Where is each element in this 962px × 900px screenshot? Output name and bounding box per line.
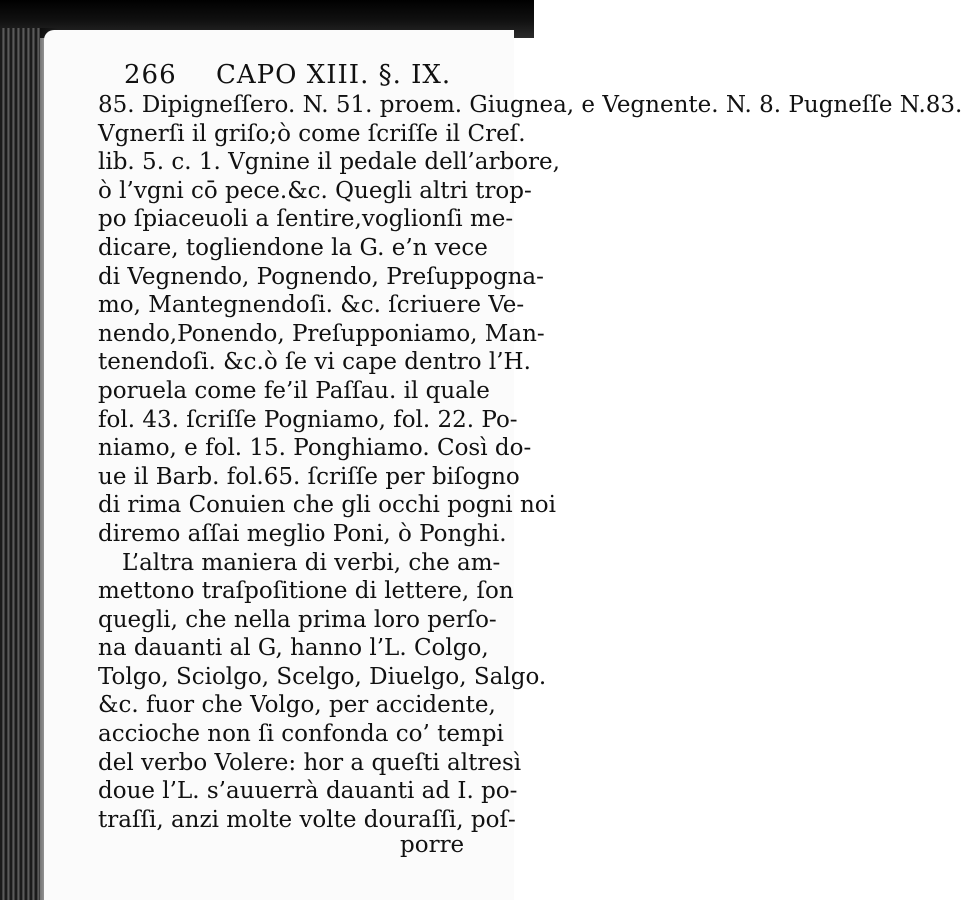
chapter-title: CAPO XIII. §. IX.: [216, 60, 452, 90]
text-line: doue l’L. s’auuerrà dauanti ad I. po-: [98, 778, 518, 805]
text-line: accioche non ſi confonda co’ tempi: [98, 721, 504, 748]
text-line: mo, Mantegnendoſi. &c. ſcriuere Ve-: [98, 292, 525, 319]
text-line: di Vegnendo, Pognendo, Preſuppogna-: [98, 263, 544, 290]
text-line: quegli, che nella prima loro perſo-: [98, 606, 497, 633]
text-line: niamo, e fol. 15. Ponghiamo. Così do-: [98, 435, 532, 462]
text-line: po ſpiaceuoli a ſentire,voglionſi me-: [98, 206, 514, 233]
text-line: L’altra maniera di verbi, che am-: [122, 549, 501, 576]
text-line: Vgnerſi il griſo;ò come ſcriſſe il Creſ.: [98, 120, 526, 147]
text-line: mettono traſpoſitione di lettere, ſon: [98, 578, 514, 605]
text-line: diremo aſſai meglio Poni, ò Ponghi.: [98, 520, 507, 547]
text-line: traſſi, anzi molte volte douraſſi, poſ-: [98, 806, 516, 833]
text-line: &c. fuor che Volgo, per accidente,: [98, 692, 496, 719]
text-line: 85. Dipigneſſero. N. 51. proem. Giugnea, e Vegnente. N. 8. Pugneſſe N.83.: [98, 92, 962, 118]
text-line: ue il Barb. fol.65. ſcriſſe per biſogno: [98, 463, 520, 490]
text-line: lib. 5. c. 1. Vgnine il pedale dell’arbore,: [98, 149, 560, 176]
catchword: porre: [400, 832, 465, 858]
text-line: Tolgo, Sciolgo, Scelgo, Diuelgo, Salgo.: [98, 663, 547, 690]
text-line: tenendoſi. &c.ò ſe vi cape dentro l’H.: [98, 349, 531, 376]
text-line: nendo,Ponendo, Preſupponiamo, Man-: [98, 320, 545, 347]
body-text: [98, 91, 962, 834]
text-line: fol. 43. ſcriſſe Pogniamo, fol. 22. Po-: [98, 406, 518, 433]
text-line: di rima Conuien che gli occhi pogni noi: [98, 492, 556, 519]
text-line: ò l’vgni cō pece.&c. Quegli altri trop-: [98, 177, 532, 204]
text-line: na dauanti al G, hanno l’L. Colgo,: [98, 635, 489, 662]
text-line: del verbo Volere: hor a queſti altresì: [98, 749, 522, 776]
text-line: poruela come fe’il Paſſau. il quale: [98, 377, 490, 404]
book-spine: [0, 28, 40, 900]
page-number: 266: [124, 60, 177, 90]
text-line: dicare, togliendone la G. e’n vece: [98, 234, 488, 261]
